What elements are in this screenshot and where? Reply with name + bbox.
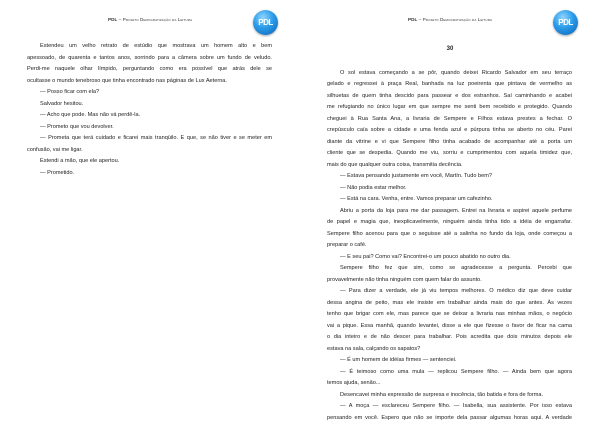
text-line: Sempere filho acenou para que o seguisse até a salinha no fundo da loja, onde começou a — [327, 230, 572, 237]
left-page-text — [27, 41, 272, 179]
header-prefix: PDL — [407, 17, 418, 22]
text-line: vai a pique. Essa manhã, quando levantei, disse a ele que fizesse o favor de ficar na cama — [327, 322, 572, 329]
right-page — [300, 0, 600, 424]
text-line: de papel e magia que, inexplicavelmente, ninguém ainda tinha tido a idéia de engarrafar. — [327, 219, 572, 225]
text-line: — Está na cara. Venha, entre. Vamos preparar um cafezinho. — [340, 196, 493, 202]
text-line: tenho que brigar com ele, mas parece que se deixar a livraria nas minhas mãos, o negócio — [327, 311, 572, 317]
header-prefix: PDL — [107, 17, 118, 22]
text-line: — Prometo que vou devolver. — [40, 123, 114, 130]
text-line: Estendi a mão, que ele apertou. — [40, 158, 120, 164]
text-line: cliente que se despedia. Quando me viu, sorriu e cumprimentou com aquela timidez que, — [327, 150, 572, 156]
text-line: dessa angina de peito, mas ele insiste em trabalhar ainda mais do que antes. Às vezes — [327, 299, 572, 306]
text-line: ocultasse o mundo tenebroso que tinha encontrado nas páginas de Lux Aeterna. — [27, 77, 227, 84]
text-line: Sempere filho fez que sim, como se agradecesse a pergunta. Percebi que — [340, 265, 572, 271]
pdl-logo — [253, 10, 278, 35]
text-line: Perdi-me naquele olhar límpido, perguntando como era possível que atrás dele se — [27, 66, 272, 72]
text-line: — Prometa que terá cuidado e ficarei mais tranqüilo. E que, se não tiver e se meter em — [40, 135, 272, 141]
text-line: Desencavei minha expressão de surpresa e inocência, tão batida e fora de forma. — [340, 391, 544, 398]
text-line: — Para dizer a verdade, ele já viu tempos melhores. O médico diz que deve cuidar — [340, 288, 572, 294]
text-line: — Não podia estar melhor. — [340, 184, 407, 191]
text-line: cheguei à Rua Santa Ana, a livraria de Sempere e Filhos estava prestes a fechar. O — [327, 115, 572, 122]
text-line: Estendeu um velho retrato de estúdio que mostrava um homem alto e bem — [40, 43, 272, 49]
header-title: – Projeto Democratização da Leitura — [418, 17, 493, 22]
text-line: estava na sala, calçando os sapatos? — [327, 345, 421, 352]
text-line: Salvador hesitou. — [40, 100, 84, 107]
text-line: temos ajuda, senão... — [327, 380, 381, 386]
text-line: diante da vitrine e vi que Sempere filho tinha acabado de acompanhar até a porta um — [327, 138, 572, 145]
text-line: — Posso ficar com ela? — [40, 89, 100, 95]
text-line: — A moça — esclareceu Sempere filho. — Isabella, sua assistente. Por isso estava — [340, 403, 572, 409]
text-line: me refugiando no único lugar em que sempre me senti bem recebido e protegido. Quando — [327, 104, 572, 110]
chapter-number: 30 — [446, 46, 454, 52]
text-line: — Prometido. — [40, 169, 75, 176]
text-line: O sol estava começando a se pôr, quando deixei Ricardo Salvador em seu terraço — [340, 69, 572, 76]
text-line: crepúsculo caía sobre a cidade e uma fenda azul e púrpura tinha se aberto no céu. Parei — [327, 127, 572, 133]
text-line: Abriu a porta da loja para me dar passagem. Entrei na livraria e aspirei aquele perfume — [340, 207, 572, 214]
text-line: — E seu pai? Como vai? Encontrei-o um pouco abatido no outro dia. — [340, 253, 511, 260]
text-line: mais do que qualquer outra coisa, transmitia decência. — [327, 161, 463, 168]
logo-text: PDL — [558, 18, 573, 27]
text-line: — Estava pensando justamente em você, Martín. Tudo bem? — [340, 173, 493, 179]
text-line: gelado e regressei à praça Real, banhada na luz poeirenta que pintava de vermelho as — [327, 81, 572, 87]
header-title: – Projeto Democratização da Leitura — [118, 17, 193, 22]
text-line: pensando em você. Espero que não se importe dela passar algumas horas aqui. A verdade — [327, 414, 572, 421]
text-line: confusão, vai me ligar. — [27, 146, 83, 153]
text-line: provavelmente não tinha ninguém com quem falar do assunto. — [327, 276, 482, 283]
logo-text: PDL — [258, 18, 273, 27]
text-line: — É teimoso como uma mula — replicou Sempere filho. — Ainda bem que agora — [340, 368, 572, 375]
right-page-text — [327, 68, 572, 424]
text-line: apessoado, de quarenta e tantos anos, sorrindo para a câmera sobre um fundo de veludo. — [27, 54, 272, 61]
text-line: o dia inteiro e de não descer para trabalhar. Pois acredita que dois minutos depois ele — [327, 334, 572, 340]
text-line: silhuetas de quem tinha descido para passear e dos estranhos. Saí caminhando e acabei — [327, 92, 572, 99]
pdl-logo — [553, 10, 578, 35]
text-line: — Acho que pode. Mas não vá perdê-la. — [40, 112, 141, 118]
text-line: — É um homem de idéias firmes — sentenciei. — [340, 357, 457, 363]
text-line: preparar o café. — [327, 242, 367, 248]
